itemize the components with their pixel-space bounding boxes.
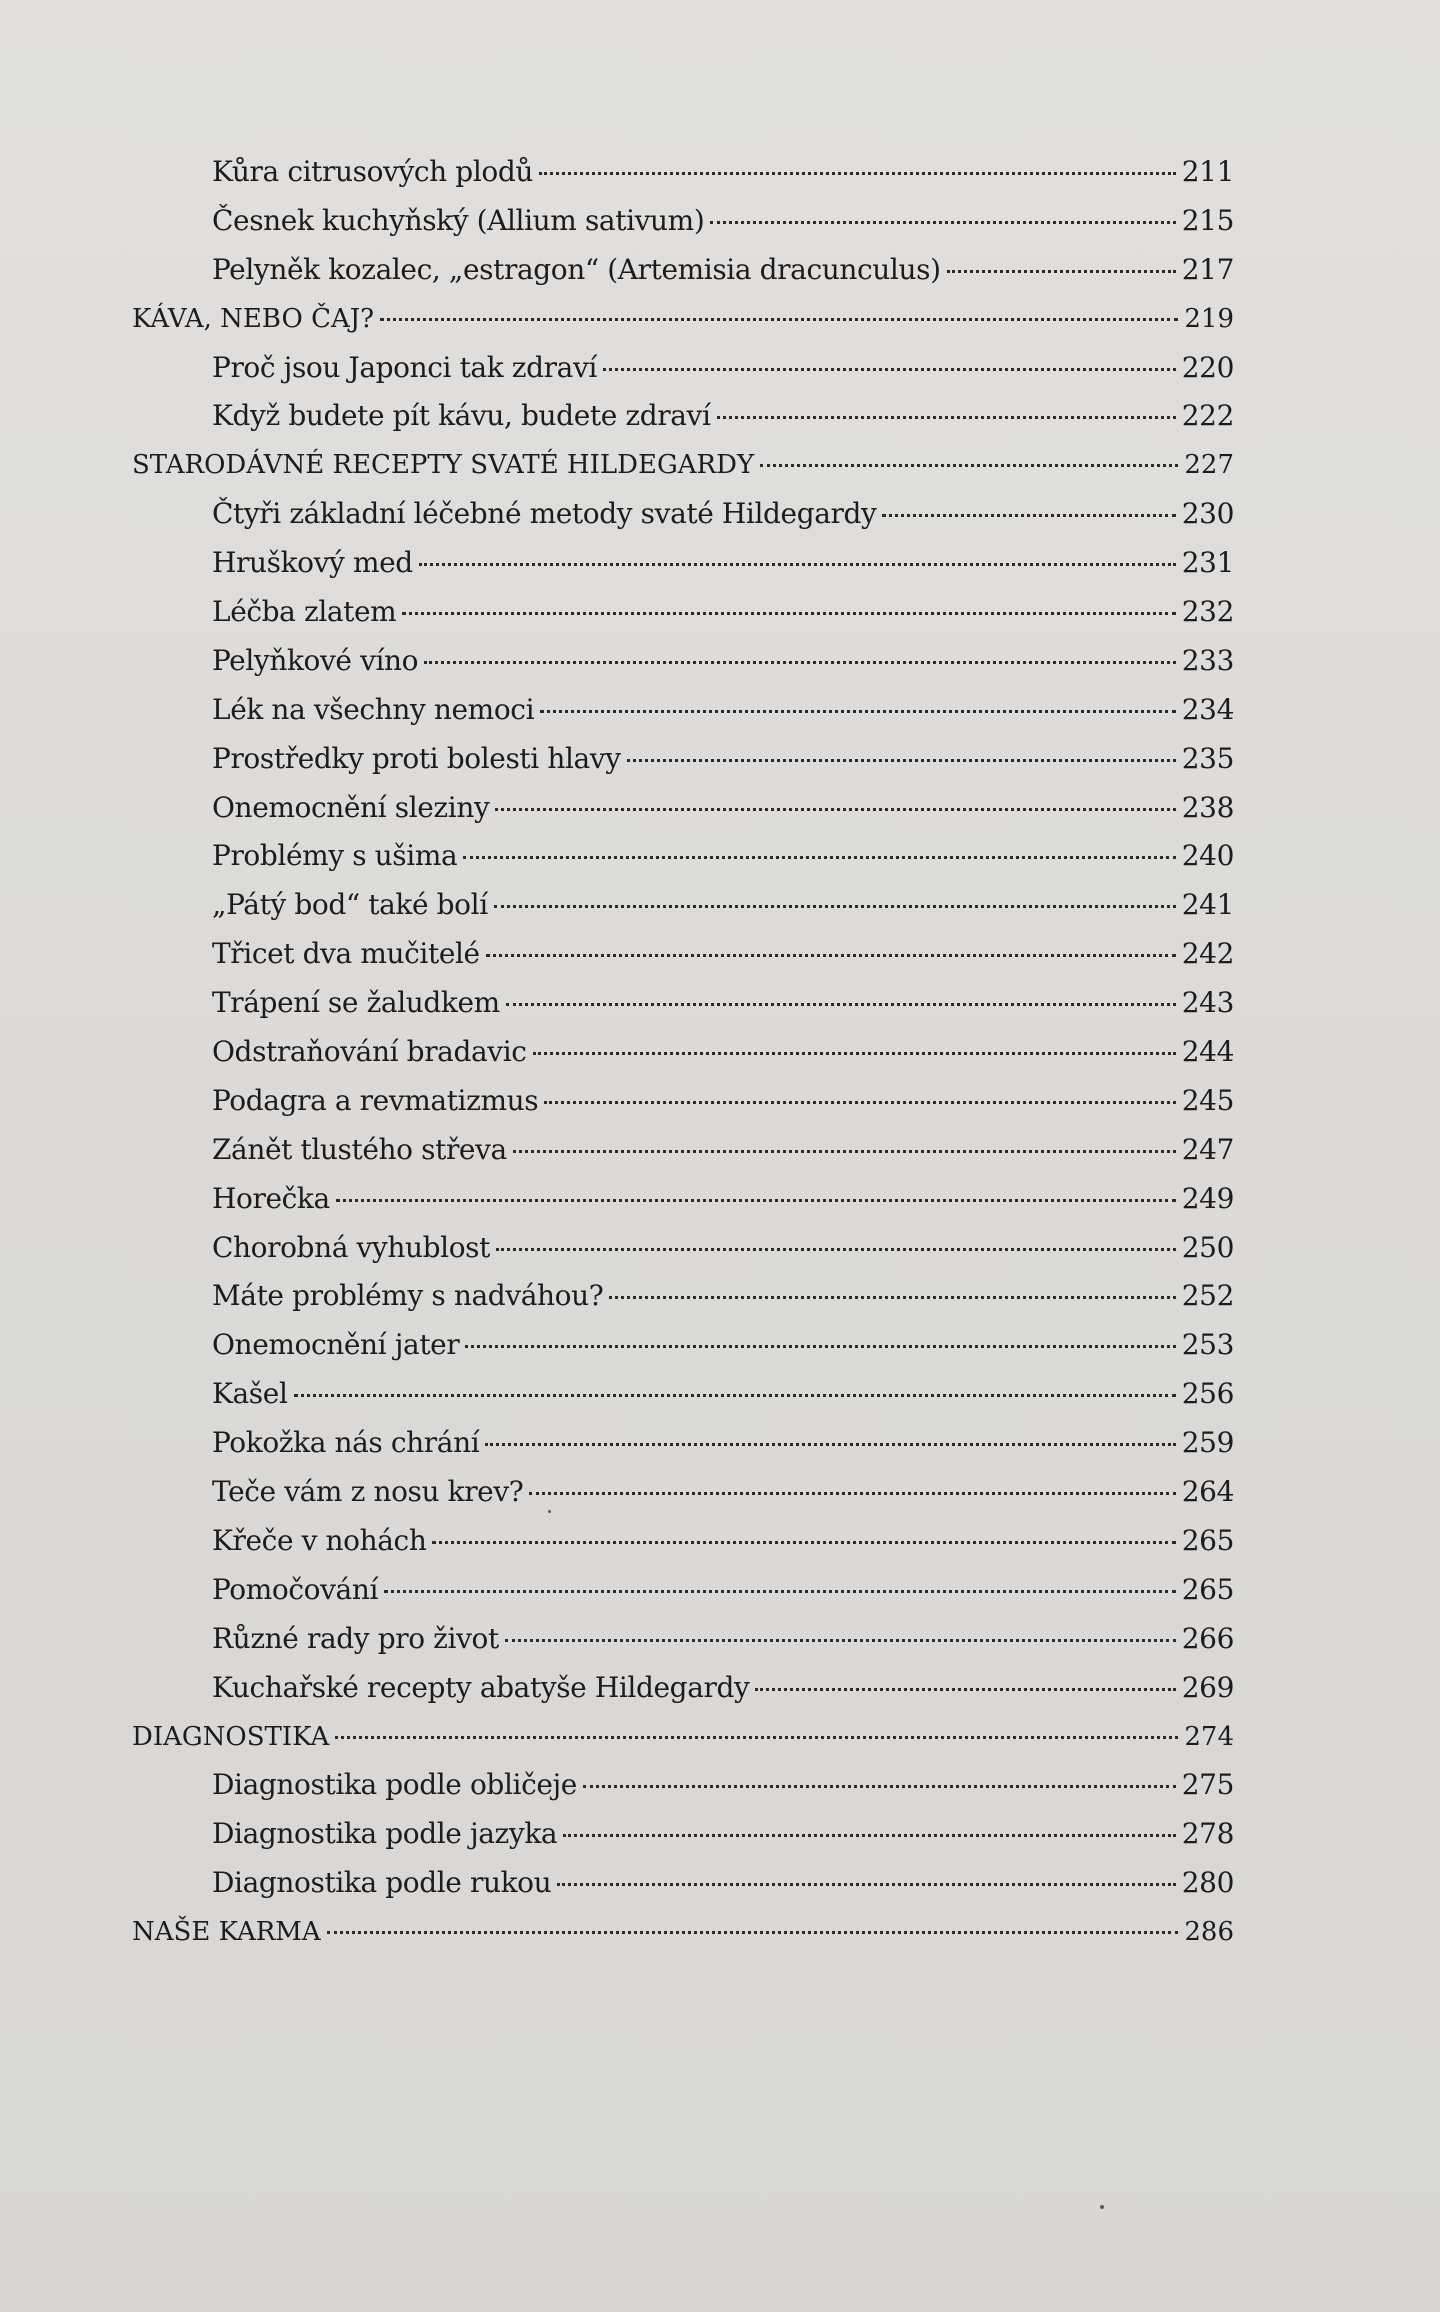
toc-entry-page-number: 280 xyxy=(1181,1866,1234,1900)
toc-entry xyxy=(130,1615,1234,1664)
toc-entry-title: Hruškový med xyxy=(212,546,413,580)
toc-entry-title: Prostředky proti bolesti hlavy xyxy=(212,741,621,775)
toc-entry xyxy=(130,881,1234,930)
table-of-contents xyxy=(130,148,1234,1957)
toc-entry-title: Odstraňování bradavic xyxy=(212,1035,527,1069)
toc-entry xyxy=(130,246,1234,295)
toc-entry-title: Diagnostika podle jazyka xyxy=(212,1817,558,1851)
toc-entry-page-number: 278 xyxy=(1181,1817,1234,1851)
toc-entry xyxy=(130,1664,1234,1713)
dot-leader xyxy=(506,1003,1176,1006)
toc-entry-title: Máte problémy s nadváhou? xyxy=(212,1279,604,1313)
toc-entry xyxy=(130,1810,1234,1859)
toc-entry-page-number: 265 xyxy=(1181,1572,1234,1606)
toc-entry-title: NAŠE KARMA xyxy=(132,1917,321,1948)
toc-entry-title: Česnek kuchyňský (Allium sativum) xyxy=(212,203,705,237)
toc-entry-title: Zánět tlustého střeva xyxy=(212,1132,507,1166)
toc-entry xyxy=(130,1468,1234,1517)
toc-entry xyxy=(130,637,1234,686)
dot-leader xyxy=(947,270,1176,273)
toc-entry-page-number: 253 xyxy=(1181,1328,1234,1362)
toc-entry-title: DIAGNOSTIKA xyxy=(132,1721,330,1752)
toc-entry xyxy=(130,1566,1234,1615)
toc-entry-title: Když budete pít kávu, budete zdraví xyxy=(212,399,711,433)
toc-entry-page-number: 247 xyxy=(1181,1132,1234,1166)
dot-leader xyxy=(710,221,1175,224)
toc-entry-title: Chorobná vyhublost xyxy=(212,1230,490,1264)
paper-speck xyxy=(1100,2205,1104,2209)
toc-entry-title: Teče vám z nosu krev? xyxy=(212,1475,524,1509)
toc-entry-title: Léčba zlatem xyxy=(212,595,397,629)
toc-entry-title: STARODÁVNÉ RECEPTY SVATÉ HILDEGARDY xyxy=(132,450,755,481)
toc-entry-title: Horečka xyxy=(212,1181,330,1215)
toc-entry-title: Různé rady pro život xyxy=(212,1621,499,1655)
toc-entry-title: Lék na všechny nemoci xyxy=(212,692,535,726)
dot-leader xyxy=(755,1688,1175,1691)
dot-leader xyxy=(513,1150,1176,1153)
toc-entry-page-number: 274 xyxy=(1184,1721,1234,1752)
dot-leader xyxy=(336,1199,1176,1202)
dot-leader xyxy=(327,1931,1179,1934)
toc-entry xyxy=(130,148,1234,197)
toc-entry xyxy=(130,686,1234,735)
toc-entry xyxy=(130,930,1234,979)
toc-entry-title: Pelyňkové víno xyxy=(212,643,419,677)
toc-entry xyxy=(130,1761,1234,1810)
dot-leader xyxy=(717,416,1176,419)
toc-entry xyxy=(130,784,1234,833)
toc-entry-page-number: 265 xyxy=(1181,1523,1234,1557)
toc-entry xyxy=(130,344,1234,393)
toc-entry xyxy=(130,1517,1234,1566)
dot-leader xyxy=(384,1590,1176,1593)
dot-leader xyxy=(583,1785,1176,1788)
dot-leader xyxy=(294,1394,1176,1397)
toc-entry-page-number: 231 xyxy=(1181,546,1234,580)
dot-leader xyxy=(760,464,1178,467)
toc-entry-title: Problémy s ušima xyxy=(212,839,458,873)
toc-entry xyxy=(130,490,1234,539)
dot-leader xyxy=(432,1541,1175,1544)
toc-entry xyxy=(130,1126,1234,1175)
dot-leader xyxy=(465,1345,1175,1348)
toc-entry-title: Kuchařské recepty abatyše Hildegardy xyxy=(212,1670,750,1704)
toc-entry-page-number: 250 xyxy=(1181,1230,1234,1264)
toc-entry-title: Třicet dva mučitelé xyxy=(212,937,480,971)
toc-chapter-entry xyxy=(130,1908,1234,1957)
dot-leader xyxy=(603,368,1176,371)
toc-entry-title: Diagnostika podle rukou xyxy=(212,1866,552,1900)
toc-entry-title: KÁVA, NEBO ČAJ? xyxy=(132,303,375,334)
toc-entry xyxy=(130,735,1234,784)
toc-entry-title: Kůra citrusových plodů xyxy=(212,155,533,188)
toc-entry xyxy=(130,1028,1234,1077)
toc-entry-title: Onemocnění jater xyxy=(212,1328,460,1362)
toc-entry-page-number: 259 xyxy=(1181,1426,1234,1460)
toc-chapter-entry xyxy=(130,441,1234,490)
dot-leader xyxy=(529,1492,1175,1495)
dot-leader xyxy=(486,954,1176,957)
dot-leader xyxy=(380,318,1178,321)
dot-leader xyxy=(533,1052,1176,1055)
dot-leader xyxy=(419,563,1176,566)
dot-leader xyxy=(494,905,1176,908)
toc-entry xyxy=(130,392,1234,441)
toc-entry xyxy=(130,539,1234,588)
toc-entry-page-number: 234 xyxy=(1181,692,1234,726)
toc-entry-title: Onemocnění sleziny xyxy=(212,790,490,824)
toc-entry-page-number: 242 xyxy=(1181,937,1234,971)
toc-entry-page-number: 269 xyxy=(1181,1670,1234,1704)
toc-entry-page-number: 222 xyxy=(1181,399,1234,433)
dot-leader xyxy=(402,612,1175,615)
toc-entry-page-number: 241 xyxy=(1181,888,1234,922)
toc-entry-page-number: 266 xyxy=(1181,1621,1234,1655)
toc-chapter-entry xyxy=(130,1713,1234,1762)
toc-entry-page-number: 227 xyxy=(1184,450,1234,481)
toc-entry-page-number: 286 xyxy=(1184,1917,1234,1948)
dot-leader xyxy=(496,1248,1176,1251)
toc-entry xyxy=(130,979,1234,1028)
paper-speck xyxy=(548,1510,551,1513)
dot-leader xyxy=(563,1834,1176,1837)
toc-entry xyxy=(130,1370,1234,1419)
toc-entry-title: Kašel xyxy=(212,1377,288,1411)
toc-entry-page-number: 264 xyxy=(1181,1475,1234,1509)
toc-entry-title: Pomočování xyxy=(212,1572,379,1606)
dot-leader xyxy=(495,808,1175,811)
toc-entry-page-number: 220 xyxy=(1181,350,1234,384)
toc-entry-page-number: 235 xyxy=(1181,741,1234,775)
toc-chapter-entry xyxy=(130,295,1234,344)
toc-entry-page-number: 238 xyxy=(1181,790,1234,824)
toc-entry-page-number: 217 xyxy=(1181,252,1234,286)
toc-entry-title: Čtyři základní léčebné metody svaté Hildegardy xyxy=(212,497,877,531)
toc-entry-page-number: 230 xyxy=(1181,497,1234,531)
dot-leader xyxy=(424,661,1176,664)
toc-entry-page-number: 243 xyxy=(1181,986,1234,1020)
toc-entry xyxy=(130,832,1234,881)
dot-leader xyxy=(505,1639,1176,1642)
toc-entry xyxy=(130,1175,1234,1224)
toc-entry-title: Trápení se žaludkem xyxy=(212,986,500,1020)
toc-entry xyxy=(130,588,1234,637)
toc-entry-title: Pokožka nás chrání xyxy=(212,1426,480,1460)
toc-entry-page-number: 233 xyxy=(1181,643,1234,677)
toc-entry-page-number: 240 xyxy=(1181,839,1234,873)
toc-entry-title: Podagra a revmatizmus xyxy=(212,1083,539,1117)
toc-entry-page-number: 219 xyxy=(1184,303,1234,334)
toc-entry-title: Diagnostika podle obličeje xyxy=(212,1768,577,1802)
toc-entry-page-number: 245 xyxy=(1181,1083,1234,1117)
toc-entry-title: Pelyněk kozalec, „estragon“ (Artemisia dracunculus) xyxy=(212,252,941,286)
toc-entry xyxy=(130,1077,1234,1126)
dot-leader xyxy=(540,710,1176,713)
dot-leader xyxy=(609,1296,1175,1299)
toc-entry-title: Proč jsou Japonci tak zdraví xyxy=(212,350,597,384)
toc-entry-title: „Pátý bod“ také bolí xyxy=(212,888,488,922)
dot-leader xyxy=(882,514,1175,517)
toc-entry xyxy=(130,1272,1234,1321)
toc-entry-page-number: 256 xyxy=(1181,1377,1234,1411)
dot-leader xyxy=(544,1101,1176,1104)
dot-leader xyxy=(627,759,1176,762)
dot-leader xyxy=(557,1883,1175,1886)
toc-entry xyxy=(130,1859,1234,1908)
toc-entry-title: Křeče v nohách xyxy=(212,1523,427,1557)
toc-entry-page-number: 252 xyxy=(1181,1279,1234,1313)
toc-entry-page-number: 211 xyxy=(1181,155,1234,188)
dot-leader xyxy=(539,172,1176,175)
toc-entry-page-number: 249 xyxy=(1181,1181,1234,1215)
dot-leader xyxy=(485,1443,1175,1446)
dot-leader xyxy=(463,856,1175,859)
toc-entry-page-number: 232 xyxy=(1181,595,1234,629)
toc-entry xyxy=(130,1321,1234,1370)
dot-leader xyxy=(335,1736,1178,1739)
toc-entry xyxy=(130,1419,1234,1468)
toc-entry-page-number: 244 xyxy=(1181,1035,1234,1069)
toc-entry xyxy=(130,197,1234,246)
toc-entry xyxy=(130,1224,1234,1273)
toc-entry-page-number: 215 xyxy=(1181,203,1234,237)
toc-entry-page-number: 275 xyxy=(1181,1768,1234,1802)
